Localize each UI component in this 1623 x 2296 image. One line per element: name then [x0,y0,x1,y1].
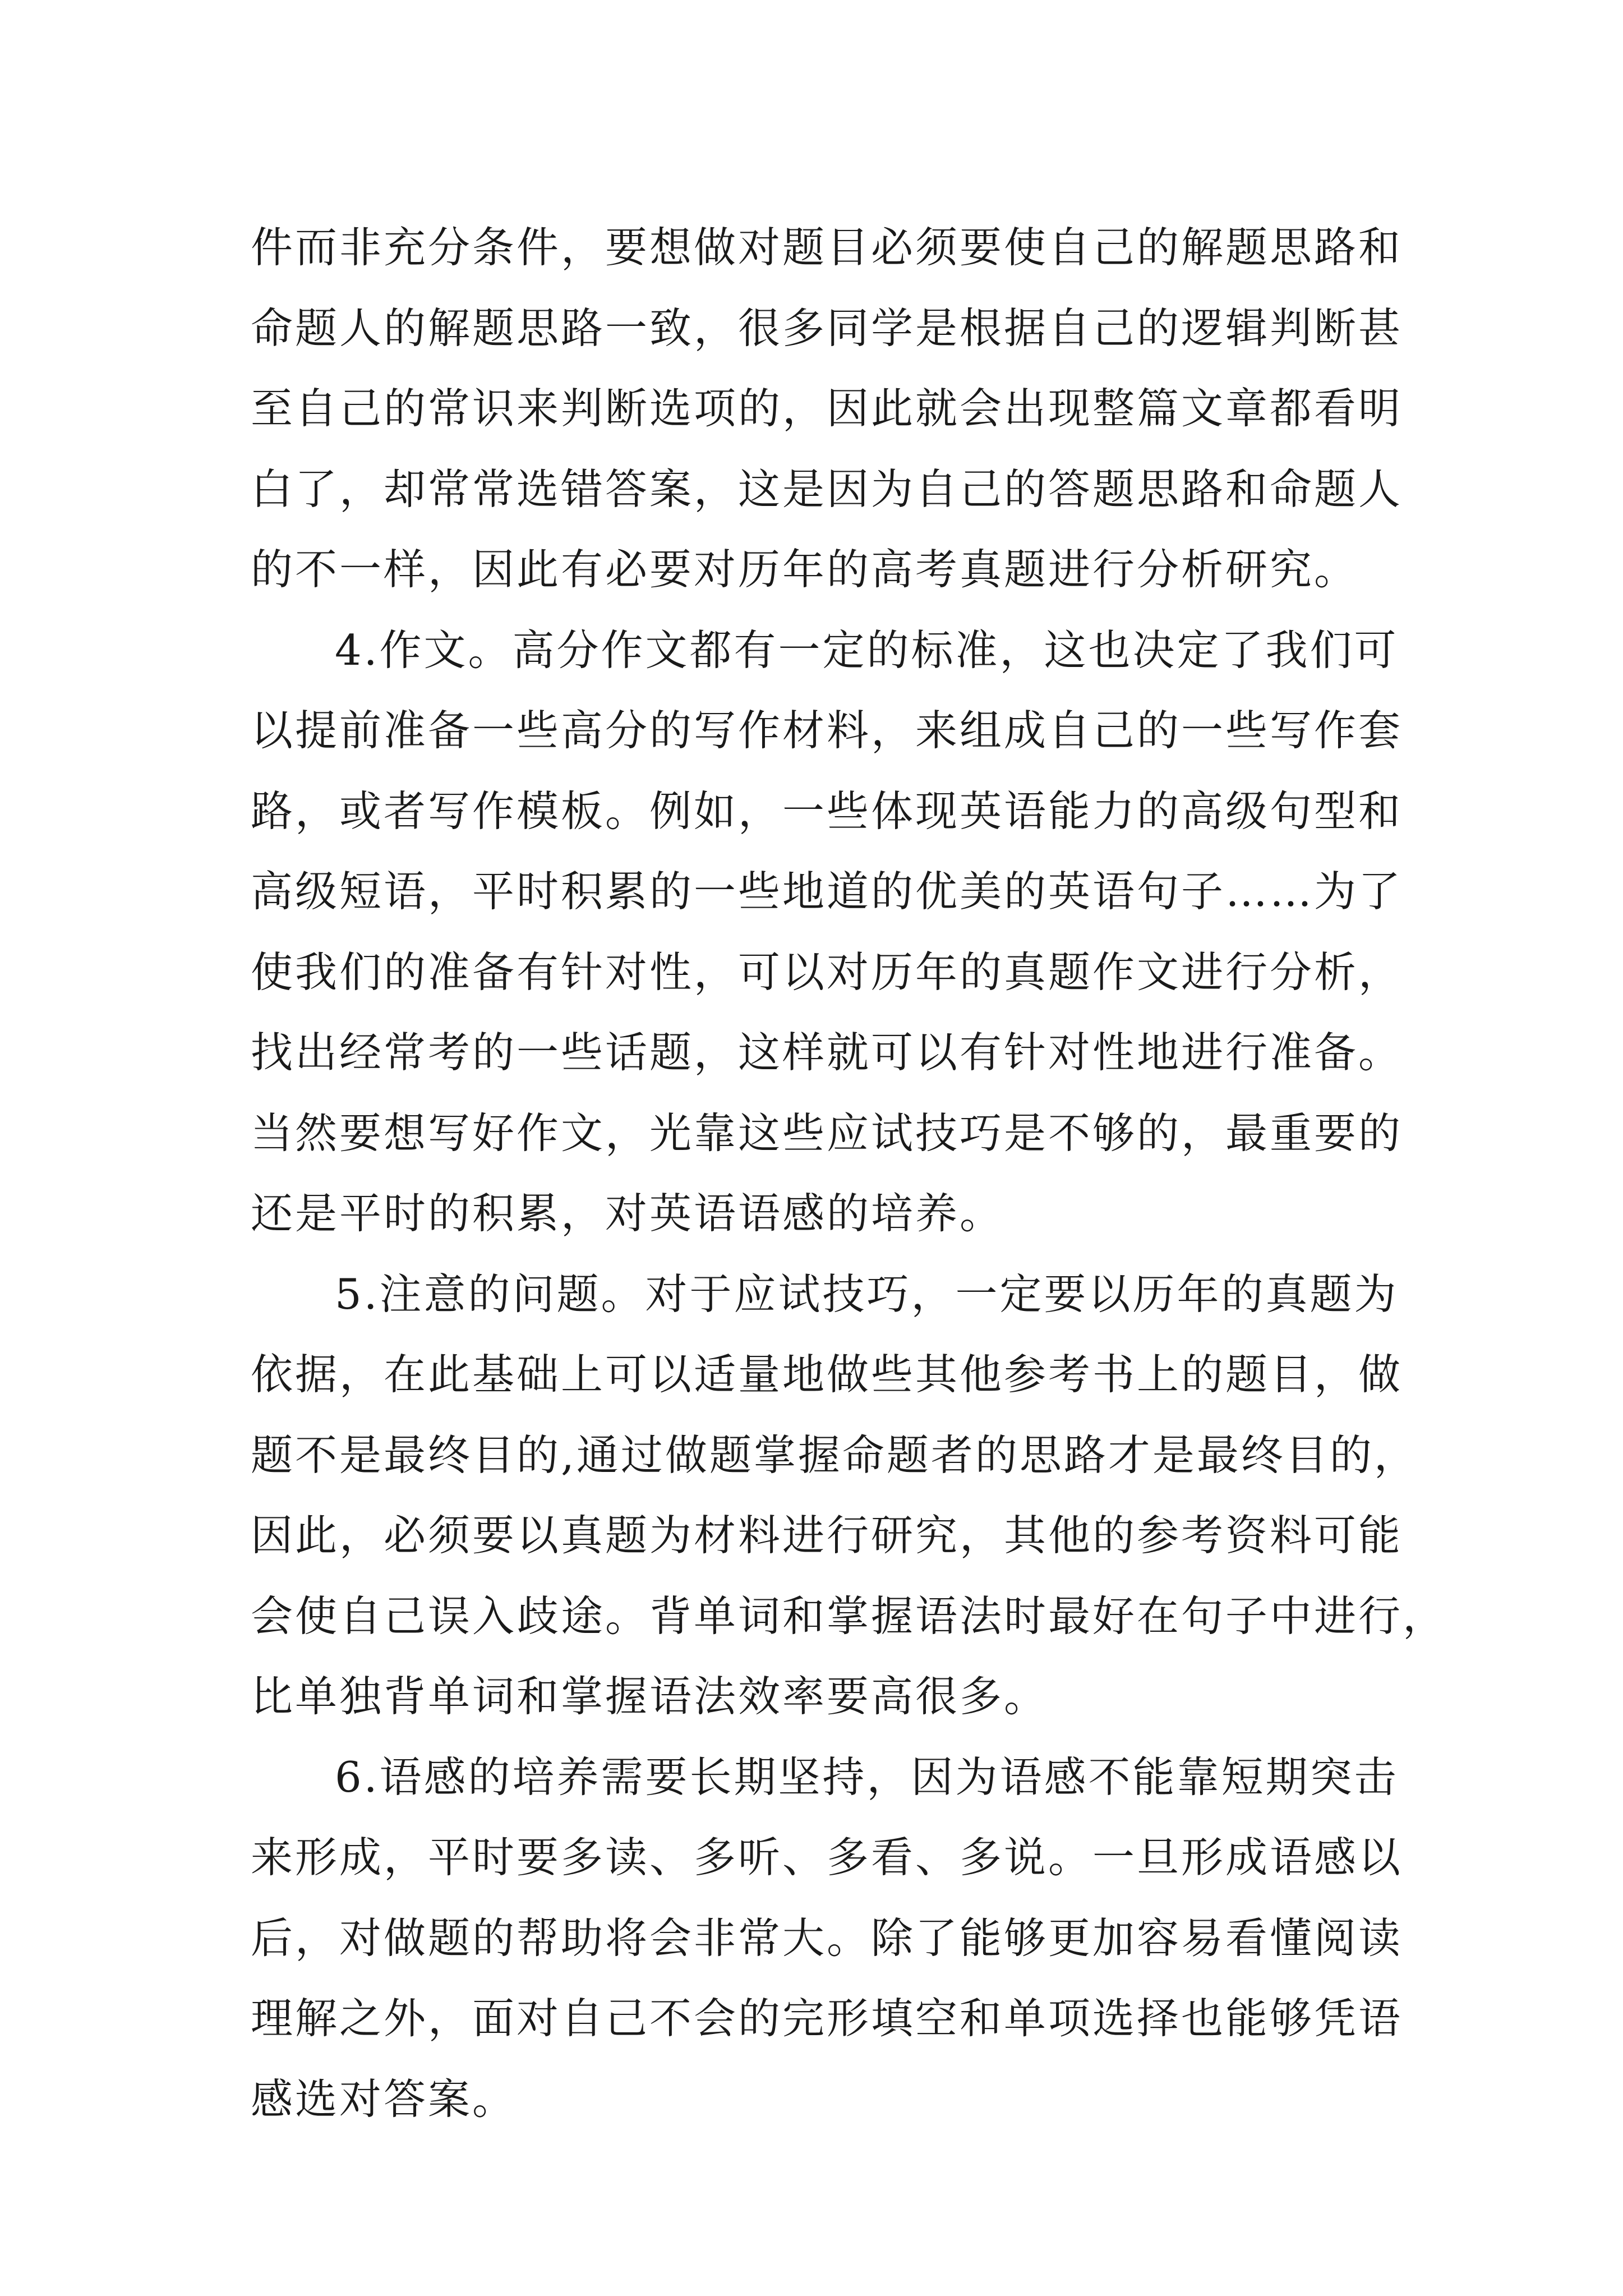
text-line: 当然要想写好作文，光靠这些应试技巧是不够的，最重要的 [251,1108,1403,1158]
text-line: 白了，却常常选错答案，这是因为自己的答题思路和命题人 [251,464,1403,514]
text-line: 命题人的解题思路一致，很多同学是根据自己的逻辑判断甚 [251,303,1403,353]
paragraph-5-first-line: 5.注意的问题。对于应试技巧，一定要以历年的真题为 [335,1269,1399,1319]
text-line: 件而非充分条件，要想做对题目必须要使自己的解题思路和 [251,223,1403,272]
text-line: 至自己的常识来判断选项的，因此就会出现整篇文章都看明 [251,384,1403,433]
text-line: 来形成，平时要多读、多听、多看、多说。一旦形成语感以 [251,1833,1403,1882]
text-line: 路，或者写作模板。例如，一些体现英语能力的高级句型和 [251,786,1403,836]
text-line: 因此，必须要以真题为材料进行研究，其他的参考资料可能 [251,1511,1403,1560]
paragraph-4-first-line: 4.作文。高分作文都有一定的标准，这也决定了我们可 [335,625,1399,675]
text-line: 比单独背单词和掌握语法效率要高很多。 [251,1672,1049,1721]
paragraph-6-first-line: 6.语感的培养需要长期坚持，因为语感不能靠短期突击 [335,1752,1399,1802]
text-line: 还是平时的积累，对英语语感的培养。 [251,1189,1004,1238]
text-line: 的不一样，因此有必要对历年的高考真题进行分析研究。 [251,545,1359,594]
text-line: 题不是最终目的,通过做题掌握命题者的思路才是最终目的， [251,1430,1418,1480]
body-text [251,208,1447,2139]
text-line: 以提前准备一些高分的写作材料，来组成自己的一些写作套 [251,706,1403,755]
text-line: 依据，在此基础上可以适量地做些其他参考书上的题目，做 [251,1350,1403,1399]
text-line: 后，对做题的帮助将会非常大。除了能够更加容易看懂阅读 [251,1913,1403,1963]
text-line: 感选对答案。 [251,2074,517,2124]
text-line: 高级短语，平时积累的一些地道的优美的英语句子……为了 [251,867,1403,916]
text-line: 会使自己误入歧途。背单词和掌握语法时最好在句子中进行， [251,1591,1447,1641]
text-line: 理解之外，面对自己不会的完形填空和单项选择也能够凭语 [251,1994,1403,2043]
text-line: 使我们的准备有针对性，可以对历年的真题作文进行分析， [251,947,1403,997]
text-line: 找出经常考的一些话题，这样就可以有针对性地进行准备。 [251,1028,1403,1077]
